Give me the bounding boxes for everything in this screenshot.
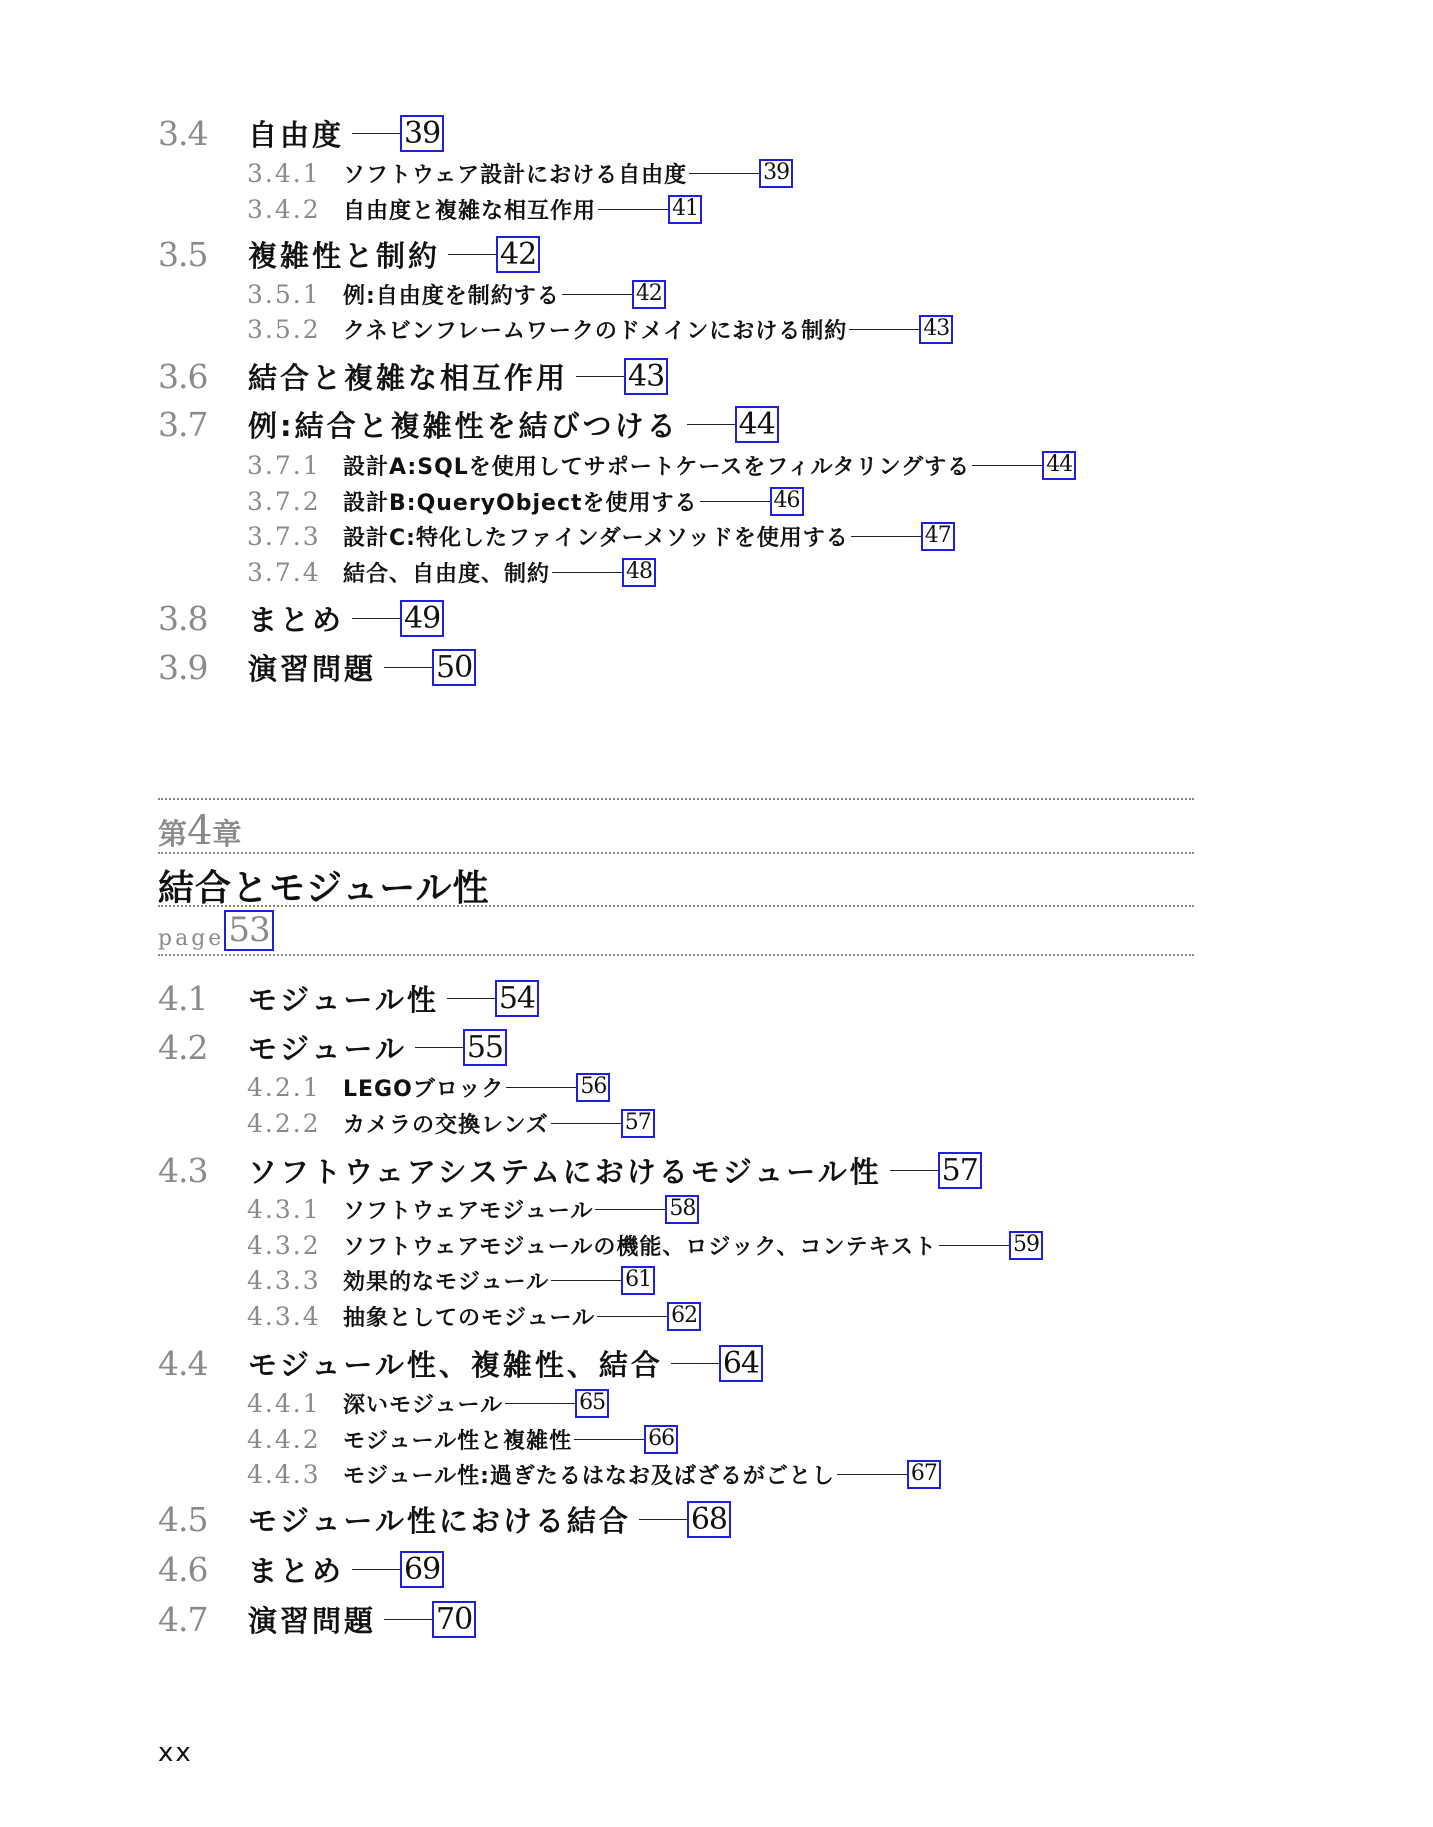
subsection-number: 4.4.1 [247, 1389, 321, 1418]
chapter-title: 結合とモジュール性 [158, 867, 490, 909]
toc-subsection [247, 1459, 941, 1490]
section-title: モジュール [248, 1032, 407, 1066]
toc-subsection [247, 521, 955, 552]
leader-line [506, 1087, 576, 1088]
toc-section [158, 1499, 731, 1540]
toc-subsection [247, 1230, 1043, 1261]
toc-section [158, 978, 539, 1019]
leader-line [448, 254, 496, 255]
subsection-title: 例:自由度を制約する [343, 284, 560, 309]
subsection-number: 3.7.4 [247, 558, 321, 587]
section-number: 3.5 [158, 235, 208, 274]
leader-line [595, 1209, 665, 1210]
leader-line [576, 376, 624, 377]
page-number-link[interactable]: 66 [644, 1425, 678, 1453]
toc-section [158, 234, 540, 275]
section-title: 自由度 [248, 118, 345, 152]
leader-line [574, 1439, 644, 1440]
leader-line [551, 1123, 621, 1124]
page-number-link[interactable]: 57 [621, 1109, 655, 1137]
toc-subsection [247, 557, 656, 588]
subsection-title: 設計B:QueryObjectを使用する [343, 491, 698, 516]
page-number-link[interactable]: 41 [668, 195, 702, 223]
subsection-title: 自由度と複雑な相互作用 [343, 199, 597, 224]
subsection-title: クネビンフレームワークのドメインにおける制約 [343, 319, 848, 344]
section-title: 複雑性と制約 [248, 239, 441, 273]
section-number: 3.7 [158, 405, 208, 444]
page-number-link[interactable]: 39 [759, 159, 793, 187]
section-number: 3.4 [158, 114, 208, 153]
chapter-label [158, 808, 241, 854]
subsection-number: 3.5.2 [247, 315, 321, 344]
section-number: 4.2 [158, 1028, 208, 1067]
subsection-number: 3.4.2 [247, 195, 321, 224]
toc-section [158, 1549, 444, 1590]
dotted-divider [158, 954, 1194, 956]
dotted-divider [158, 905, 1194, 907]
section-number: 3.8 [158, 599, 208, 638]
section-title: まとめ [248, 603, 345, 637]
leader-line [562, 294, 632, 295]
toc-section [158, 113, 444, 154]
page-word: page [158, 926, 225, 952]
subsection-number: 4.2.1 [247, 1073, 321, 1102]
leader-line [384, 667, 432, 668]
toc-section [158, 1027, 507, 1068]
subsection-number: 4.4.3 [247, 1460, 321, 1489]
section-number: 4.5 [158, 1500, 208, 1539]
toc-subsection [247, 450, 1076, 481]
leader-line [700, 501, 770, 502]
leader-line [352, 1569, 400, 1570]
subsection-title: ソフトウェアモジュールの機能、ロジック、コンテキスト [343, 1235, 938, 1260]
toc-subsection [247, 1108, 655, 1139]
page-number-link[interactable]: 47 [921, 522, 955, 550]
page-number-link[interactable]: 65 [575, 1389, 609, 1417]
page-folio: xx [158, 1738, 193, 1768]
toc-subsection [247, 1301, 701, 1332]
leader-line [447, 998, 495, 999]
page-number-link[interactable]: 59 [1009, 1231, 1043, 1259]
section-title: まとめ [248, 1554, 345, 1588]
section-number: 4.3 [158, 1151, 208, 1190]
page-number-link[interactable]: 48 [622, 558, 656, 586]
toc-subsection [247, 158, 793, 189]
subsection-number: 4.3.3 [247, 1266, 321, 1295]
page-number-link[interactable]: 44 [1042, 451, 1076, 479]
section-number: 3.9 [158, 648, 208, 687]
subsection-title: 抽象としてのモジュール [343, 1306, 596, 1331]
subsection-title: 結合、自由度、制約 [343, 562, 551, 587]
leader-line [639, 1519, 687, 1520]
page-number-link[interactable]: 62 [667, 1302, 701, 1330]
subsection-title: LEGOブロック [343, 1077, 505, 1102]
page-number-link[interactable]: 53 [224, 910, 273, 951]
page-number-link[interactable]: 64 [719, 1345, 763, 1382]
dotted-divider [158, 798, 1194, 800]
toc-section [158, 598, 444, 639]
page-number-link[interactable]: 54 [495, 980, 539, 1017]
section-number: 4.1 [158, 979, 208, 1018]
leader-line [415, 1047, 463, 1048]
page-number-link[interactable]: 46 [770, 487, 804, 515]
page-number-link[interactable]: 68 [687, 1501, 731, 1538]
page-number-link[interactable]: 67 [907, 1460, 941, 1488]
page-number-link[interactable]: 50 [432, 649, 476, 686]
leader-line [837, 1474, 907, 1475]
subsection-number: 3.4.1 [247, 159, 321, 188]
section-number: 4.4 [158, 1344, 208, 1383]
subsection-title: モジュール性:過ぎたるはなお及ばざるがごとし [343, 1464, 835, 1489]
toc-section [158, 647, 476, 688]
chapter-label-suffix: 章 [212, 817, 242, 851]
leader-line [849, 329, 919, 330]
subsection-number: 4.3.2 [247, 1231, 321, 1260]
toc-section [158, 1343, 763, 1384]
subsection-title: カメラの交換レンズ [343, 1113, 549, 1138]
leader-line [352, 618, 400, 619]
page-number-link[interactable]: 70 [432, 1601, 476, 1638]
section-title: モジュール性、複雑性、結合 [248, 1348, 663, 1382]
section-title: ソフトウェアシステムにおけるモジュール性 [248, 1155, 882, 1189]
leader-line [687, 424, 735, 425]
toc-subsection [247, 1265, 655, 1296]
section-number: 4.7 [158, 1600, 208, 1639]
page-number-link[interactable]: 43 [624, 358, 668, 395]
leader-line [671, 1363, 719, 1364]
page-number-link[interactable]: 69 [400, 1551, 444, 1588]
leader-line [689, 173, 759, 174]
subsection-number: 4.3.4 [247, 1302, 321, 1331]
toc-section [158, 1599, 476, 1640]
chapter-label-prefix: 第 [158, 817, 188, 851]
toc-subsection [247, 279, 666, 310]
page-number-link[interactable]: 44 [735, 406, 779, 443]
leader-line [551, 1280, 621, 1281]
page-number-link[interactable]: 61 [621, 1266, 655, 1294]
leader-line [552, 572, 622, 573]
chapter-page [158, 910, 274, 951]
subsection-number: 3.7.3 [247, 522, 321, 551]
chapter-number: 4 [187, 808, 213, 854]
page-number-link[interactable]: 42 [496, 236, 540, 273]
leader-line [598, 209, 668, 210]
leader-line [384, 1619, 432, 1620]
leader-line [939, 1245, 1009, 1246]
leader-line [597, 1316, 667, 1317]
toc-subsection [247, 314, 953, 345]
subsection-number: 4.3.1 [247, 1195, 321, 1224]
subsection-number: 4.2.2 [247, 1109, 321, 1138]
toc-subsection [247, 1424, 678, 1455]
toc-subsection [247, 1072, 610, 1103]
page-number-link[interactable]: 43 [919, 315, 953, 343]
leader-line [851, 536, 921, 537]
subsection-title: ソフトウェアモジュール [343, 1199, 594, 1224]
leader-line [352, 133, 400, 134]
page-number-link[interactable]: 56 [576, 1073, 610, 1101]
subsection-title: ソフトウェア設計における自由度 [343, 163, 688, 188]
toc-section [158, 1150, 982, 1191]
page-number-link[interactable]: 57 [938, 1152, 982, 1189]
section-title: モジュール性における結合 [248, 1504, 631, 1538]
page-number-link[interactable]: 42 [632, 280, 666, 308]
subsection-title: 効果的なモジュール [343, 1270, 550, 1295]
section-title: 結合と複雑な相互作用 [248, 361, 569, 395]
page-number-link[interactable]: 55 [463, 1029, 507, 1066]
subsection-title: 深いモジュール [343, 1393, 504, 1418]
toc-subsection [247, 1388, 609, 1419]
subsection-number: 3.7.1 [247, 451, 321, 480]
section-number: 4.6 [158, 1550, 208, 1589]
leader-line [972, 465, 1042, 466]
subsection-number: 4.4.2 [247, 1425, 321, 1454]
page-number-link[interactable]: 58 [665, 1195, 699, 1223]
toc-section [158, 356, 668, 397]
dotted-divider [158, 852, 1194, 854]
page-number-link[interactable]: 49 [400, 600, 444, 637]
subsection-title: 設計A:SQLを使用してサポートケースをフィルタリングする [343, 455, 971, 480]
leader-line [505, 1403, 575, 1404]
section-title: 演習問題 [248, 1604, 377, 1638]
subsection-number: 3.5.1 [247, 280, 321, 309]
leader-line [890, 1170, 938, 1171]
subsection-title: モジュール性と複雑性 [343, 1429, 573, 1454]
toc-subsection [247, 194, 702, 225]
page-number-link[interactable]: 39 [400, 115, 444, 152]
section-title: 例:結合と複雑性を結びつける [248, 409, 679, 443]
section-number: 3.6 [158, 357, 208, 396]
subsection-title: 設計C:特化したファインダーメソッドを使用する [343, 526, 849, 551]
section-title: 演習問題 [248, 652, 377, 686]
toc-subsection [247, 486, 804, 517]
subsection-number: 3.7.2 [247, 487, 321, 516]
toc-subsection [247, 1194, 699, 1225]
toc-section [158, 404, 779, 445]
section-title: モジュール性 [248, 983, 439, 1017]
